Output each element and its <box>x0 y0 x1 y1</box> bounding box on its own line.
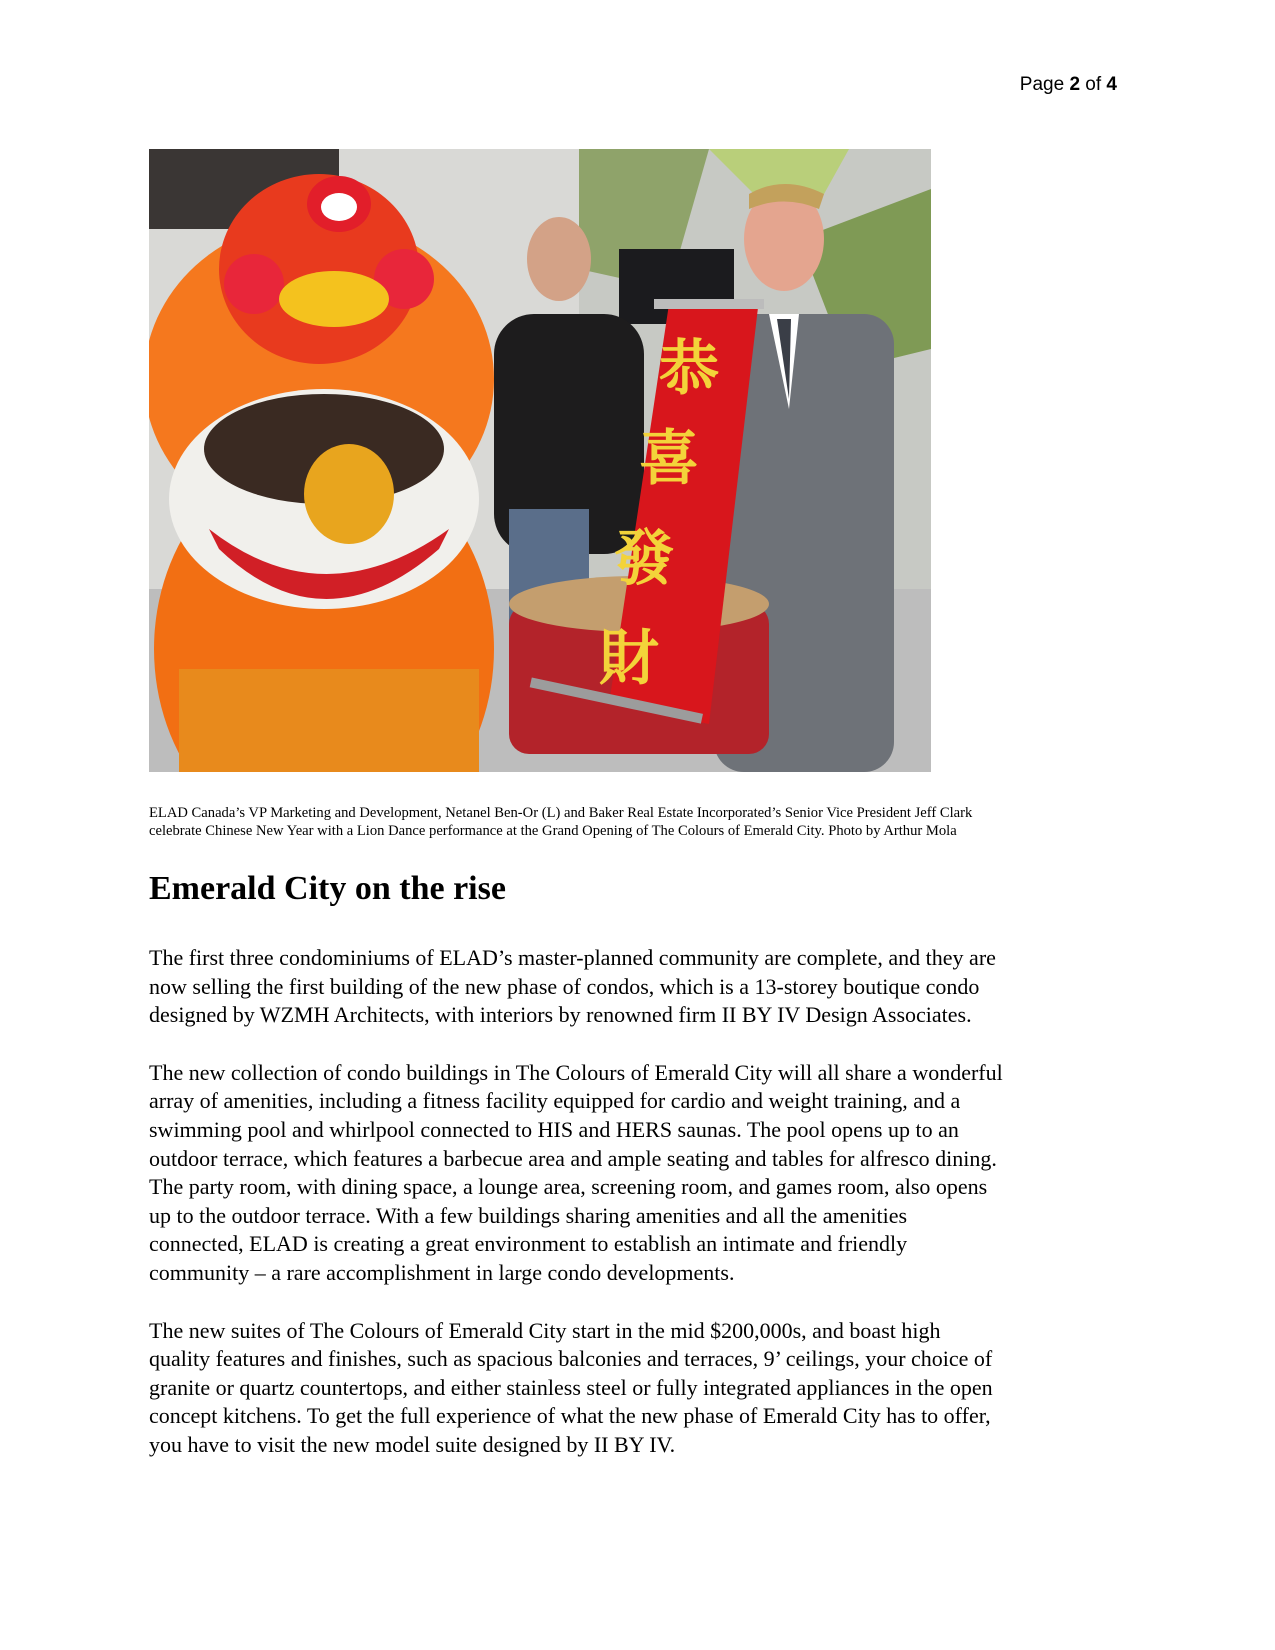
banner-char-4: 財 <box>599 624 659 694</box>
text-line: now selling the first building of the new phase of condos, which is a 13-storey boutique condo <box>149 973 980 999</box>
paragraph <box>149 944 1129 1030</box>
caption-line: celebrate Chinese New Year with a Lion Dance performance at the Grand Opening of The Colours of Emerald City. Photo by Arthur Mola <box>149 823 957 839</box>
caption-line: ELAD Canada’s VP Marketing and Development, Netanel Ben-Or (L) and Baker Real Estate Incorporated’s Senior Vice President Jeff Clark <box>149 805 973 821</box>
text-line: designed by WZMH Architects, with interiors by renowned firm II BY IV Design Associates. <box>149 1002 972 1028</box>
text-line: you have to visit the new model suite designed by II BY IV. <box>149 1431 676 1457</box>
banner-char-2: 喜 <box>639 424 699 494</box>
text-line: The first three condominiums of ELAD’s master-planned community are complete, and they are <box>149 945 996 970</box>
article-heading: Emerald City on the rise <box>149 870 506 907</box>
photo-caption <box>149 804 1109 840</box>
article-body <box>149 944 1129 1489</box>
text-line: swimming pool and whirlpool connected to HIS and HERS saunas. The pool opens up to an <box>149 1116 959 1142</box>
text-line: connected, ELAD is creating a great environment to establish an intimate and friendly <box>149 1231 908 1257</box>
banner-char-1: 恭 <box>659 334 719 404</box>
paragraph <box>149 1059 1129 1288</box>
event-photo <box>149 149 931 772</box>
text-line: up to the outdoor terrace. With a few buildings sharing amenities and all the amenities <box>149 1202 908 1228</box>
paragraph <box>149 1317 1129 1460</box>
text-line: concept kitchens. To get the full experience of what the new phase of Emerald City has to offer, <box>149 1403 991 1429</box>
page-number: Page 2 of 4 <box>1019 74 1117 95</box>
text-line: The party room, with dining space, a lounge area, screening room, and games room, also opens <box>149 1174 988 1200</box>
text-line: quality features and finishes, such as spacious balconies and terraces, 9’ ceilings, your choice of <box>149 1346 993 1372</box>
text-line: The new collection of condo buildings in The Colours of Emerald City will all share a wonderful <box>149 1059 1003 1085</box>
text-line: The new suites of The Colours of Emerald City start in the mid $200,000s, and boast high <box>149 1317 941 1343</box>
banner-char-3: 發 <box>614 524 674 594</box>
text-line: outdoor terrace, which features a barbecue area and ample seating and tables for alfresco dining. <box>149 1145 997 1171</box>
text-line: array of amenities, including a fitness facility equipped for cardio and weight training, and a <box>149 1088 961 1114</box>
text-line: community – a rare accomplishment in large condo developments. <box>149 1259 735 1285</box>
text-line: granite or quartz countertops, and either stainless steel or fully integrated appliances in the open <box>149 1374 993 1400</box>
